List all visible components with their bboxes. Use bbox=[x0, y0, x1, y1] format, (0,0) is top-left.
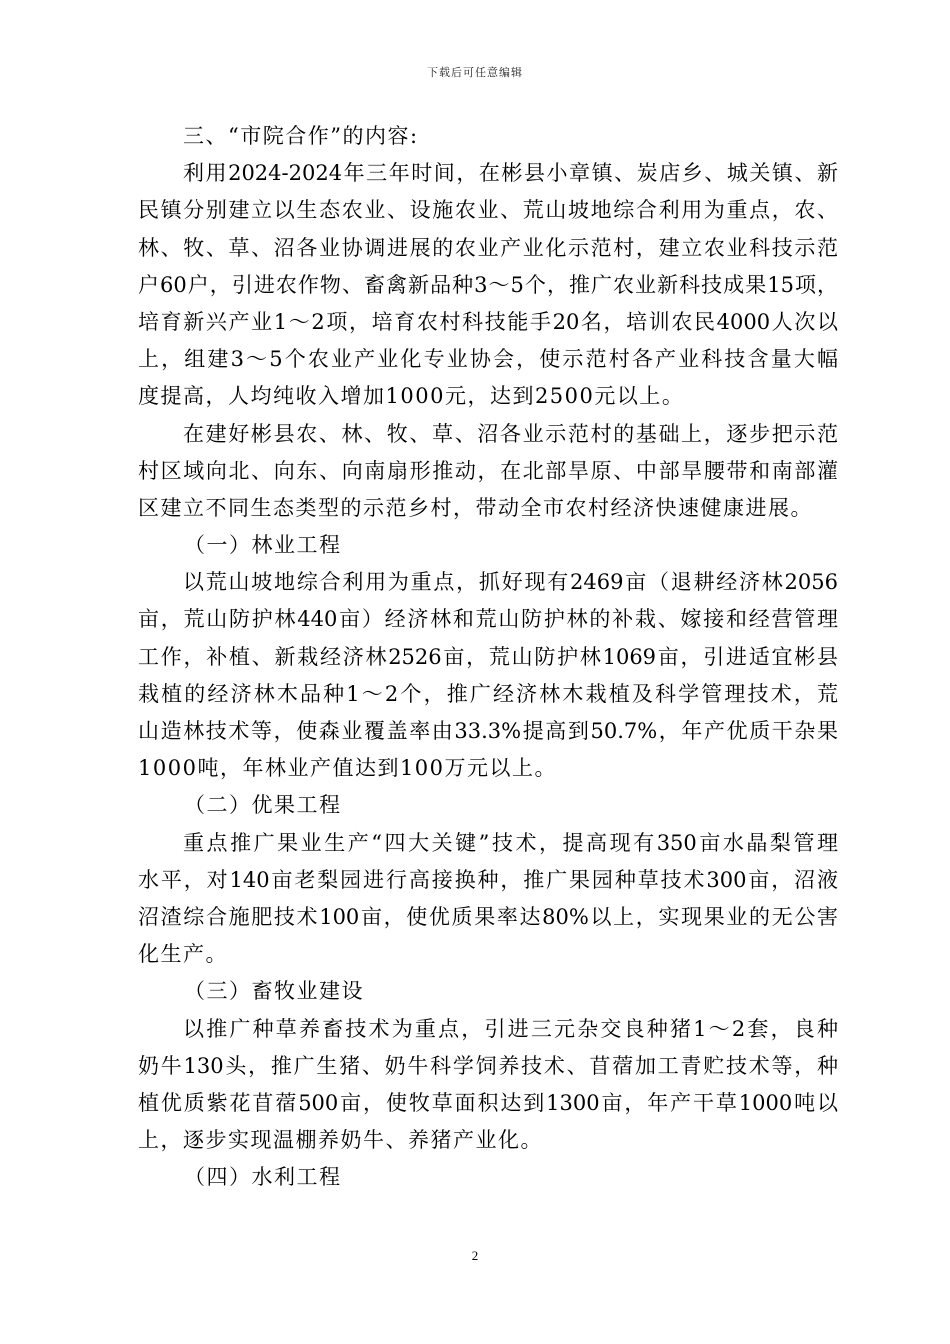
text-line: 亩，荒山防护林440亩）经济林和荒山防护林的补栽、嫁接和经营管理 bbox=[138, 607, 838, 632]
section-heading: （一）林业工程 bbox=[184, 533, 342, 558]
text-line: 户60户，引进农作物、畜禽新品种3～5个，推广农业新科技成果15项， bbox=[138, 272, 838, 297]
text-line: 民镇分别建立以生态农业、设施农业、荒山坡地综合利用为重点，农、 bbox=[138, 198, 838, 223]
text-line: 区建立不同生态类型的示范乡村，带动全市农村经济快速健康进展。 bbox=[138, 495, 813, 520]
text-line: 水平，对140亩老梨园进行高接换种，推广果园种草技术300亩，沼液 bbox=[138, 867, 838, 892]
text-line: 度提高，人均纯收入增加1000元，达到2500元以上。 bbox=[138, 384, 685, 409]
document-body bbox=[138, 118, 838, 1196]
section-heading: （三）畜牧业建设 bbox=[184, 979, 364, 1004]
text-line: 村区域向北、向东、向南扇形推动，在北部旱原、中部旱腰带和南部灌 bbox=[138, 458, 838, 483]
section-heading: （四）水利工程 bbox=[184, 1165, 342, 1190]
text-line: 上，逐步实现温棚养奶牛、养猪产业化。 bbox=[138, 1128, 543, 1153]
text-line: 栽植的经济林木品种1～2个，推广经济林木栽植及科学管理技术，荒 bbox=[138, 681, 838, 706]
text-line: 工作，补植、新栽经济林2526亩，荒山防护林1069亩，引进适宜彬县 bbox=[138, 644, 838, 669]
text-line: 重点推广果业生产“四大关键”技术，提高现有350亩水晶梨管理 bbox=[183, 830, 838, 855]
section-heading: （二）优果工程 bbox=[184, 793, 342, 818]
text-line: 林、牧、草、沼各业协调进展的农业产业化示范村，建立农业科技示范 bbox=[138, 235, 838, 260]
text-line: 沼渣综合施肥技术100亩，使优质果率达80%以上，实现果业的无公害 bbox=[138, 904, 838, 929]
text-line: 1000吨，年林业产值达到100万元以上。 bbox=[138, 756, 558, 781]
text-line: 奶牛130头，推广生猪、奶牛科学饲养技术、苜蓿加工青贮技术等，种 bbox=[138, 1053, 838, 1078]
text-line: 植优质紫花苜蓿500亩，使牧草面积达到1300亩，年产干草1000吨以 bbox=[138, 1090, 838, 1115]
text-line: 培育新兴产业1～2项，培育农村科技能手20名，培训农民4000人次以 bbox=[138, 309, 838, 334]
text-line: 化生产。 bbox=[138, 942, 228, 967]
page-header: 下载后可任意编辑 bbox=[427, 66, 523, 79]
text-line: 山造林技术等，使森业覆盖率由33.3%提高到50.7%，年产优质干杂果 bbox=[138, 719, 838, 743]
text-line: 利用2024-2024年三年时间，在彬县小章镇、炭店乡、城关镇、新 bbox=[183, 161, 838, 186]
text-line: 在建好彬县农、林、牧、草、沼各业示范村的基础上，逐步把示范 bbox=[183, 421, 838, 446]
text-line: 三、“市院合作”的内容: bbox=[183, 124, 419, 148]
text-line: 以推广种草养畜技术为重点，引进三元杂交良种猪1～2套，良种 bbox=[183, 1016, 838, 1041]
page-number: 2 bbox=[471, 1248, 479, 1263]
text-line: 上，组建3～5个农业产业化专业协会，使示范村各产业科技含量大幅 bbox=[138, 347, 838, 372]
text-line: 以荒山坡地综合利用为重点，抓好现有2469亩（退耕经济林2056 bbox=[183, 570, 838, 595]
